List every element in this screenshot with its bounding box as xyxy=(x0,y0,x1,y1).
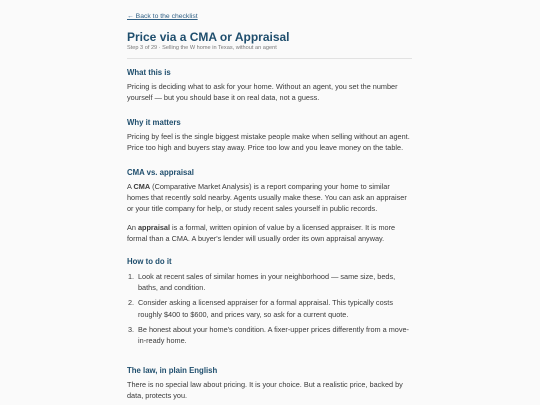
section-heading-law: The law, in plain English xyxy=(127,366,218,375)
page-title: Price via a CMA or Appraisal xyxy=(127,30,290,44)
appraisal-rest: is a formal, written opinion of value by a licensed appraiser. It is more formal than a CMA. A buyer's lender will usually order its own appraisal anyway. xyxy=(127,223,396,244)
step-text: Consider asking a licensed appraiser for a formal appraisal. This typically costs roughly $400 to $600, and prices vary, so ask for a current quote. xyxy=(138,298,393,319)
section-heading-what: What this is xyxy=(127,68,171,77)
step-subtitle: Step 3 of 29 · Selling the W home in Texas, without an agent xyxy=(127,45,277,51)
list-item xyxy=(127,271,412,293)
section-text-what: Pricing is deciding what to ask for your home. Without an agent, you set the number yourself — but you should base it on real data, not a guess. xyxy=(127,82,398,103)
section-heading-why: Why it matters xyxy=(127,118,181,127)
step-text: Be honest about your home's condition. A fixer-upper prices differently from a move-in-ready home. xyxy=(138,324,409,346)
appraisal-lead: An xyxy=(127,223,138,232)
section-heading-cma: CMA vs. appraisal xyxy=(127,168,194,177)
back-to-checklist-link[interactable]: ← Back to the checklist xyxy=(127,13,198,20)
step-number: 3. xyxy=(128,324,135,334)
list-item xyxy=(127,324,412,346)
cma-lead: A xyxy=(127,182,134,191)
step-text: Look at recent sales of similar homes in your neighborhood — same size, beds, baths, and condition. xyxy=(138,272,396,293)
section-text-why: Pricing by feel is the single biggest mistake people make when selling without an agent. Price too high and buyers stay away. Price too low and you leave money on the table. xyxy=(127,132,410,153)
section-heading-how: How to do it xyxy=(127,257,172,266)
appraisal-definition-paragraph xyxy=(127,222,412,244)
step-number: 2. xyxy=(128,298,135,308)
header-divider xyxy=(127,58,412,59)
how-to-steps-list xyxy=(127,271,412,346)
cma-definition-paragraph xyxy=(127,181,412,215)
section-text-law: There is no special law about pricing. It is your choice. But a realistic price, backed by data, protects you. xyxy=(127,380,403,401)
cma-rest: (Comparative Market Analysis) is a report comparing your home to similar homes that recently sold nearby. Agents usually make these. You can ask an appraiser or your title company for help, or study recent sales yourself in public records. xyxy=(127,182,407,214)
step-number: 1. xyxy=(128,272,135,281)
appraisal-term: appraisal xyxy=(137,223,170,232)
cma-term: CMA xyxy=(133,182,151,191)
list-item xyxy=(127,297,412,319)
